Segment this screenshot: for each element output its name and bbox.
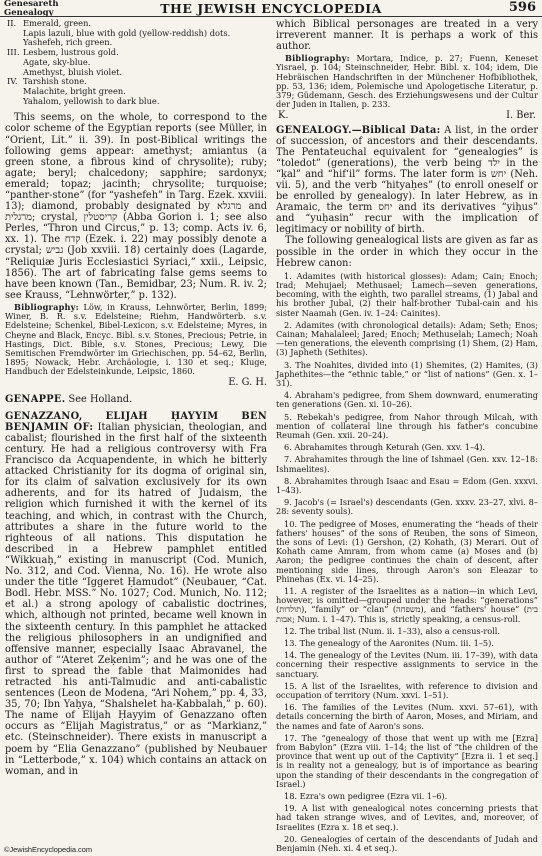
- genazzano-continued: which Biblical personages are treated in a very irreverent manner. It is perhaps a work of this author.: [276, 19, 538, 53]
- gem-description: Tarshish stone.: [23, 76, 87, 87]
- genealogy-list-item: 5. Rebekah's pedigree, from Nahor through Milcah, with mention of collateral line through his father's concubine Reumah (Gen. xxii. 20–24).: [276, 411, 538, 440]
- see-holland-link[interactable]: See Holland.: [65, 393, 133, 405]
- gem-list-item: [5, 97, 267, 107]
- gem-description: Amethyst, bluish violet.: [23, 66, 123, 77]
- journal-title: THE JEWISH ENCYCLOPEDIA: [160, 1, 382, 16]
- genealogy-list-item: 12. The tribal list (Num. ii. 1–33), also a census-roll.: [284, 625, 501, 636]
- genealogy-list-item: 20. Genealogies of certain of the descendants of Judah and Benjamin (Neh. xi. 4 et seq.).: [276, 833, 538, 854]
- entry-genealogy: GENEALOGY.—Biblical Data: A list, in the order of succession, of ancestors and their descendants. The Pentateuchal equivalent for “genealogies” is “toledot” (generations), the verb being ילד in the “ḳal” and “hif‘il” forms. The later form is יחש (Neh. vii. 5), and the verb “hityaḥes” (to enroll oneself or be enrolled by genealogy). In later Hebrew, as in Aramaic, the term יחס and its derivatives “yiḥus” and “yuḥasin” recur with the implication of legitimacy or nobility of birth.: [276, 124, 539, 236]
- gem-description: Lapis lazuli, blue with gold (yellow-reddish) dots.: [23, 27, 231, 38]
- genealogy-list-item: 7. Abrahamites through the line of Ishmael (Gen. xxv. 12–18: Ishmaelites).: [276, 454, 538, 474]
- genealogy-list-item: 17. The “genealogy of those that went up with me [Ezra] from Babylon” (Ezra viii. 1–14; the list of “the children of the province that went up out of the Captivity” [Ezra ii. 1 et seq.] is in reality not a genealogy, but is of importance as bearing upon the standing of their descendants in the congregation of Israel.): [276, 732, 538, 789]
- gem-description: Lesbem, lustrous gold.: [23, 47, 119, 58]
- genealogy-list-item: 18. Ezra's own pedigree (Ezra vii. 1–6).: [284, 791, 448, 802]
- genealogy-list-item: 15. A list of the Israelites, with reference to division and occupation of territory (Num. xxvi. 1–51).: [276, 680, 538, 701]
- gem-description: Malachite, bright green.: [23, 85, 126, 96]
- genealogy-list-item: 8. Abrahamites through Isaac and Esau = Edom (Gen. xxxvi. 1–43).: [276, 475, 538, 495]
- left-column: [5, 19, 267, 777]
- bibliography-genazzano: Bibliography: Mortara, Indice, p. 27; Fuenn, Keneset Yisrael, p. 104; Steinschneider, Hebr. Bibl. x. 104; idem, Die Hebräischen Handschriften in der Münchener Hofbibliothek, pp. 53, 136; idem, Polemische und Apologetische Literatur, p. 379; Güdemann, Gesch. des Erziehungswesens und der Cultur der Juden in Italien, p. 233.: [276, 53, 538, 110]
- genealogy-list-item: 14. The genealogy of the Levites (Num. iii. 17–39), with data concerning their respective assignments to service in the sanctuary.: [276, 650, 538, 679]
- signature-gems: E. G. H.: [228, 376, 267, 388]
- genealogy-list-item: 9. Jacob's (= Israel's) descendants (Gen. xxxv. 23–27, xlvi. 8–28: seventy souls).: [276, 497, 538, 517]
- entry-genazzano: GENAZZANO, ELIJAH ḤAYYIM BEN BENJAMIN OF: Italian physician, theologian, and cabalist; flourished in the first half of the sixteenth century. He had a religious controversy with Fra Francisco da Acquapendente, in which he bitterly attacked Christianity for its dogma of original sin, for its claim of salvation exclusively for its own adherents, and for its hatred of Judaism, the religion which furnished it with the kernel of its teaching, and which, in contrast with the Church, attributes a share in the future world to the righteous of all nations. This disputation he described in a Hebrew pamphlet entitled “Wikkuaḥ,” existing in manuscript (Cod. Munich, No. 312, and Cod. Vienna, No. 16). He wrote also under the title “Iggeret Ḥamudot” (Neubauer, “Cat. Bodl. Hebr. MSS.” No. 1027; Cod. Munich, No. 112; et al.) a strong apology of cabalistic doctrines, which, although not printed, became well known in the sixteenth century. In this pamphlet he attacked the religious philosophers in an undignified and offensive manner, especially Isaac Abravanel, the author of “‘Ateret Zeḳenim”; and he was one of the first to spread the fable that Maimonides had retracted his anti-Talmudic and anti-cabalistic sentences (Leon de Modena, “Ari Nohem,” pp. 4, 33, 35, 70; Ibn Yaḥya, “Shalshelet ha-Ḳabbalah,” p. 60). The name of Elijah Ḥayyim of Genazzano often occurs as “Elijah Magistratus,” or as “Markianz,” etc. (Steinschneider). There exists in manuscript a poem by “Elia Genazzano” (published by Neubauer in “Letterbode,” x. 104) which contains an attack on woman, and in: [5, 410, 268, 777]
- gem-list: [5, 19, 267, 106]
- genealogy-list-item: 13. The genealogy of the Aaronites (Num. iii. 1–5).: [284, 638, 494, 649]
- genealogy-list-item: 16. The families of the Levites (Num. xxvi. 57–61), with details concerning the birth of Aaron, Moses, and Miriam, and the names and fate of Aaron's sons.: [276, 702, 538, 731]
- gem-description: Agate, sky-blue.: [23, 56, 91, 67]
- genealogy-list-item: 10. The pedigree of Moses, enumerating the “heads of their fathers' houses” of the sons of Reuben, the sons of Simeon, the sons of Levi: (1) Gershon, (2) Kohath, (3) Merari. Out of Kohath came Amram, from whom came (a) Moses and (b) Aaron; the pedigree continues the chain of descent, after mentioning side lines, through Aaron's son Eleazar to Phinehas (Ex. vi. 14–25).: [276, 518, 538, 584]
- header-rule: [0, 16, 542, 17]
- entry-genappe: GENAPPE. See Holland.: [5, 393, 133, 405]
- signature-genazzano: K. I. Ber.: [278, 109, 536, 121]
- gems-paragraph: This seems, on the whole, to correspond to the color scheme of the Egyptian reports (see Müller, in “Orient, Lit.” ii. 39). In post-Biblical writings the following gems appear: amethyst; amiantus (a green stone, a fibrous kind of chrysolite); ruby; agate; beryl; chalcedony; sapphire; sardonyx; emerald; topaz; jacinth; chrysolite; turquoise; “panther-stone” (for “yashefeh” in Targ. Ezek. xxviii. 13); diamond, probably designated by מרגלא and מרגלית; crystal, קריסטלין (Abba Gorion i. 1; see also Perles, “Thron und Circus,” p. 13; comp. Acts iv. 6, xx. 1). The קדח (Ezek. i. 22) may possibly denote a crystal; גביש (Job xxviii. 18) certainly does (Lagarde, “Reliquiæ Juris Ecclesiastici Syriaci,” xxii., Leipsic, 1856). The art of fabricating false gems seems to have been known (Tan., Bemidbar, 23; Num. R. iv. 2; see Krauss, “Lehnwörter,” p. 132).: [5, 112, 267, 301]
- genealogy-list-item: 4. Abraham's pedigree, from Shem downward, enumerating ten generations (Gen. xi. 10–26).: [276, 390, 538, 410]
- genealogy-list-item: 2. Adamites (with chronological details): Adam; Seth; Enos; Cainan; Mahalaleel; Jared; Enoch; Methuselah; Lamech; Noah—ten generations, the eleventh comprising (1) Shem, (2) Ham, (3) Japheth (Sethites).: [276, 319, 538, 358]
- gem-description: Emerald, green.: [23, 18, 92, 28]
- gem-description: Yahalom, yellowish to dark blue.: [23, 95, 160, 106]
- running-head-line1: Genesareth: [4, 0, 59, 9]
- gem-description: Yashefeh, rich green.: [23, 37, 113, 48]
- copyright-footer: ©JewishEncyclopedia.com: [4, 845, 93, 854]
- genealogy-list: [276, 272, 538, 854]
- gem-row-number: III.: [7, 47, 20, 58]
- page-number: 596: [508, 0, 536, 15]
- genealogy-list-item: 11. A register of the Israelites as a nation—in which Levi, however, is omitted—grouped under the heads: “generations” (תולדות), “family” or “clan” (משפחה), and “fathers' house” (בית אבות; Num. i. 1–47). This is, strictly speaking, a census-roll.: [276, 586, 538, 624]
- genealogy-list-item: 3. The Noahites, divided into (1) Shemites, (2) Hamites, (3) Japhethites—the “ethnic table,” or “list of nations” (Gen. x. 1–31).: [276, 359, 538, 388]
- bibliography-gems: Bibliography: Löw, in Krauss, Lehnwörter, Berlin, 1899; Winer, B. R. s.v. Edelsteine; Riehm, Handwörterb. s.v. Edelsteine; Schenkel, Bibel-Lexicon, s.v. Edelsteine; Myres, in Cheyne and Black, Encyc. Bibl. s.v. Stones, Precious; Petrie, in Hastings, Dict. Bible, s.v. Stones, Precious; Lewy, Die Semitischen Fremdwörter im Griechischen, pp. 54–62, Berlin, 1895; Nowack, Hebr. Archäologie, i. 130 et seq.; Kluge, Handbuch der Edelsteinkunde, Leipsic, 1860.: [5, 301, 267, 377]
- running-header: [0, 0, 542, 16]
- genealogy-intro: The following genealogical lists are given as far as possible in the order in which they occur in the Hebrew canon:: [276, 235, 538, 269]
- gem-row-number: IV.: [7, 76, 18, 87]
- genealogy-list-item: 19. A list with genealogical notes concerning priests that had taken strange wives, and of Levites, and, moreover, of Israelites (Ezra x. 18 et seq.).: [276, 803, 538, 832]
- genealogy-list-item: 1. Adamites (with historical glosses): Adam; Cain; Enoch; Irad; Mehujael; Methusael; Lamech—seven generations, becoming, with the eighth, two parallel streams, (1) Jabal and his brother Jubal, (2) their half-brother Tubal-cain and his sister Naamah (Gen. iv. 1–24: Cainites).: [276, 270, 538, 318]
- genealogy-list-item: 6. Abrahamites through Keturah (Gen. xxv. 1–4).: [284, 442, 486, 453]
- running-head-line2: Genealogy: [4, 7, 54, 18]
- right-column: [276, 19, 538, 856]
- gem-row-number: II.: [7, 18, 17, 28]
